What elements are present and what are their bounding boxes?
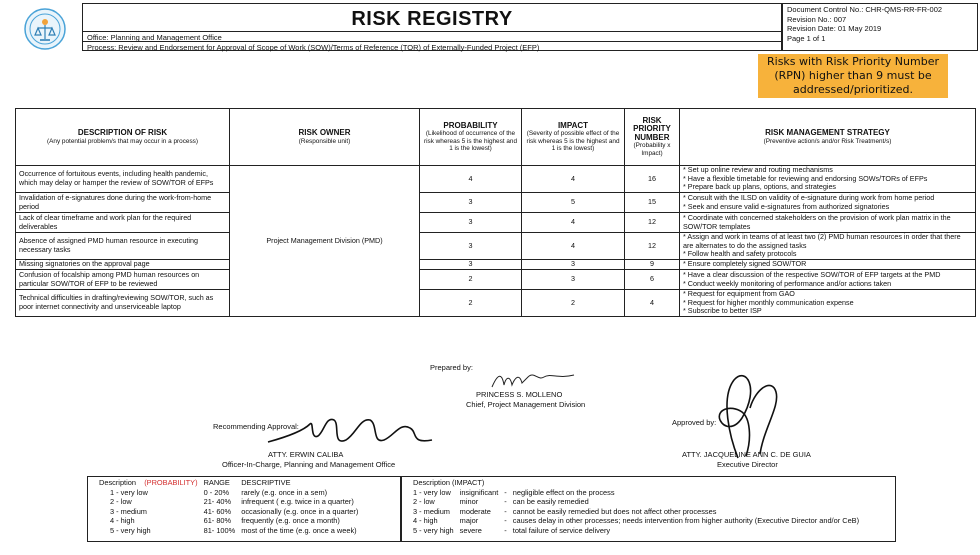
recommending-name: ATTY. ERWIN CALIBA <box>268 450 344 459</box>
probability-value: 3 <box>420 233 522 260</box>
probability-legend-label: Description <box>99 478 136 487</box>
prepared-by-label: Prepared by: <box>430 363 473 372</box>
strategy-cell: * Assign and work in teams of at least two (2) PMD human resources in order that there are alternates to do the assigned tasks * Follow health and safety protocols <box>680 233 976 260</box>
chr-logo-icon <box>24 8 66 50</box>
approved-by-label: Approved by: <box>672 418 717 427</box>
probability-value: 4 <box>420 166 522 193</box>
signature-caliba <box>260 410 440 450</box>
probability-value: 2 <box>420 290 522 317</box>
rpn-value: 4 <box>625 290 680 317</box>
doc-control-number: Document Control No.: CHR-QMS-RR-FR-002 <box>787 5 943 14</box>
strategy-cell: * Ensure completely signed SOW/TOR <box>680 260 976 270</box>
list-item: 2 - low minor - can be easily remedied <box>413 497 589 507</box>
range-header: RANGE <box>203 478 230 487</box>
rpn-priority-note: Risks with Risk Priority Number (RPN) higher than 9 must be addressed/prioritized. <box>758 54 948 98</box>
list-item: 5 - very high severe - total failure of service delivery <box>413 525 611 535</box>
approved-by-name: ATTY. JACQUELINE ANN C. DE GUIA <box>682 450 811 459</box>
probability-legend-tag: (PROBABILITY) <box>144 478 198 487</box>
revision-number: Revision No.: 007 <box>787 14 847 24</box>
strategy-cell: * Set up online review and routing mechanisms * Have a flexible timetable for reviewing and endorsing SOWs/TORs of EFPs * Prepare back up plans, options, and strategies <box>680 166 976 193</box>
office-line: Office: Planning and Management Office <box>87 33 222 42</box>
table-row <box>16 233 976 260</box>
list-item: 4 - high major - causes delay in other processes; needs intervention from higher authority (Executive Director and/or CeB) <box>413 516 860 526</box>
risk-description: Absence of assigned PMD human resource in executing necessary tasks <box>16 233 230 260</box>
risk-description: Technical difficulties in drafting/reviewing SOW/TOR, such as poor internet connectivity and unserviceable laptop <box>16 290 230 317</box>
list-item: 1 - very low insignificant - negligible effect on the process <box>413 487 615 497</box>
impact-value: 4 <box>522 166 625 193</box>
impact-value: 4 <box>522 233 625 260</box>
probability-value: 3 <box>420 213 522 233</box>
probability-value: 2 <box>420 270 522 290</box>
rpn-value: 16 <box>625 166 680 193</box>
list-item: 4 - high 61- 80% frequently (e.g. once a month) <box>110 516 340 526</box>
col-description-header: DESCRIPTION OF RISK (Any potential problem/s that may occur in a process) <box>16 109 230 166</box>
process-line: Process: Review and Endorsement for Approval of Scope of Work (SOW)/Terms of Reference (TOR) of Externally-Funded Project (EFP) <box>87 43 540 52</box>
rpn-value: 12 <box>625 213 680 233</box>
list-item: 1 - very low 0 - 20% rarely (e.g. once in a sem) <box>110 487 328 497</box>
document-control-box <box>782 3 978 51</box>
impact-legend <box>401 476 896 542</box>
recommending-title: Officer-In-Charge, Planning and Management Office <box>222 460 396 469</box>
list-item: 3 - medium 41- 60% occasionally (e.g. once in a quarter) <box>110 506 359 516</box>
col-owner-header: RISK OWNER (Responsible unit) <box>230 109 420 166</box>
impact-legend-label: Description (IMPACT) <box>413 478 485 487</box>
approved-by-title: Executive Director <box>717 460 778 469</box>
probability-value: 3 <box>420 193 522 213</box>
revision-date: Revision Date: 01 May 2019 <box>787 24 882 34</box>
page-number: Page 1 of 1 <box>787 33 826 43</box>
descriptive-header: DESCRIPTIVE <box>241 478 291 487</box>
list-item: 3 - medium moderate - cannot be easily remedied but does not affect other processes <box>413 506 717 516</box>
prepared-by-title: Chief, Project Management Division <box>466 400 586 409</box>
impact-value: 3 <box>522 270 625 290</box>
col-probability-header: PROBABILITY (Likelihood of occurrence of the risk whereas 5 is the highest and 1 is the lowest) <box>420 109 522 166</box>
risk-owner: Project Management Division (PMD) <box>230 166 420 317</box>
table-row <box>16 193 976 213</box>
strategy-cell: * Have a clear discussion of the respective SOW/TOR of EFP targets at the PMD * Conduct weekly monitoring of performance and/or actions taken <box>680 270 976 290</box>
risk-description: Invalidation of e-signatures done during the work-from-home period <box>16 193 230 213</box>
table-row <box>16 213 976 233</box>
list-item: 5 - very high 81- 100% most of the time (e.g. once a week) <box>110 525 357 535</box>
probability-legend <box>87 476 401 542</box>
rpn-value: 9 <box>625 260 680 270</box>
risk-description: Lack of clear timeframe and work plan for the required deliverables <box>16 213 230 233</box>
strategy-cell: * Coordinate with concerned stakeholders on the provision of work plan matrix in the SOW/TOR templates <box>680 213 976 233</box>
table-header-row <box>16 109 976 166</box>
impact-value: 5 <box>522 193 625 213</box>
col-rpn-header: RISK PRIORITY NUMBER (Probability x Impact) <box>625 109 680 166</box>
impact-value: 4 <box>522 213 625 233</box>
signature-de-guia <box>690 368 800 463</box>
rpn-value: 6 <box>625 270 680 290</box>
recommending-approval-label: Recommending Approval: <box>213 422 299 431</box>
strategy-cell: * Consult with the ILSD on validity of e-signature during work from home period * Seek and ensure valid e-signatures from authorized signatories <box>680 193 976 213</box>
col-strategy-header: RISK MANAGEMENT STRATEGY (Preventive action/s and/or Risk Treatment/s) <box>680 109 976 166</box>
table-row <box>16 260 976 270</box>
table-row <box>16 270 976 290</box>
risk-description: Confusion of focalship among PMD human resources on particular SOW/TOR of EFP to be reviewed <box>16 270 230 290</box>
risk-description: Missing signatories on the approval page <box>16 260 230 270</box>
probability-value: 3 <box>420 260 522 270</box>
rpn-value: 12 <box>625 233 680 260</box>
prepared-by-name: PRINCESS S. MOLLENO <box>476 390 563 399</box>
document-header <box>82 3 782 51</box>
rpn-value: 15 <box>625 193 680 213</box>
table-row <box>16 166 976 193</box>
table-row <box>16 290 976 317</box>
risk-table <box>15 108 976 317</box>
strategy-cell: * Request for equipment from GAO * Request for higher monthly communication expense * Subscribe to better ISP <box>680 290 976 317</box>
col-impact-header: IMPACT (Severity of possible effect of the risk whereas 5 is the highest and 1 is the lowest) <box>522 109 625 166</box>
list-item: 2 - low 21- 40% infrequent ( e.g. twice in a quarter) <box>110 497 354 507</box>
impact-value: 3 <box>522 260 625 270</box>
document-title: RISK REGISTRY <box>351 8 513 30</box>
risk-description: Occurrence of fortuitous events, including health pandemic, which may delay or hamper the review of SOW/TOR of EFPs <box>16 166 230 193</box>
impact-value: 2 <box>522 290 625 317</box>
